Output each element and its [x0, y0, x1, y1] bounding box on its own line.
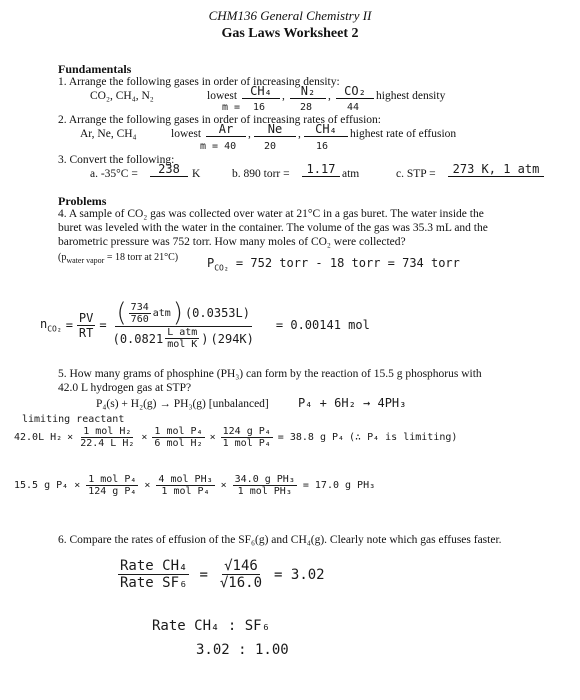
q2-lowest-label: lowest [171, 128, 202, 140]
q5-row-2: 15.5 g P₄ × $\frac{\text{1 mol P₄}}{\text{124 g P₄}}$ × $\frac{\text{4 mol PH₃}}{\text{1 mol P₄}}$ × $\frac{\text{34.0 g PH₃}}{\text{1 mol PH₃}}$ = 17.0 g PH₃ [14, 474, 376, 497]
course-title: CHM136 General Chemistry II [208, 8, 372, 23]
q5-limiting-label: limiting reactant [22, 414, 125, 425]
q3b-label: b. 890 torr = [232, 168, 290, 180]
q6-ratio-value: 3.02 : 1.00 [196, 642, 289, 658]
worksheet-title: Gas Laws Worksheet 2 [221, 26, 359, 41]
q4-pv-rt: $\frac{PV}{RT}$ [78, 310, 94, 340]
q1-mass-2: 28 [300, 102, 313, 113]
q1-mass-1: 16 [253, 102, 266, 113]
q5-row-1: 42.0L H₂ × $\frac{\text{1 mol H₂}}{\text{22.4 L H₂}}$ × $\frac{\text{1 mol P₄}}{\text{6 mol H₂}}$ × $\frac{\text{124 g P₄}}{\text{1 mol P₄}}$ = 38.8 g P₄ (∴ P₄ is limiting) [14, 426, 458, 449]
q6-text: 6. Compare the rates of effusion of the SF₆(g) and CH₄(g). Clearly note which gas effuses faster. [58, 534, 502, 546]
q1-gases: CO₂, CH₄, N₂ [90, 90, 154, 102]
q2-answer-1: Ar [206, 122, 246, 137]
q5-line-2: 42.0 L hydrogen gas at STP? [58, 382, 192, 394]
q3a-answer: 238 [150, 162, 188, 177]
q2-answer-3: CH₄ [304, 122, 348, 137]
q4-line-3: barometric pressure was 752 torr. How many moles of CO₂ were collected? [58, 236, 406, 248]
fundamentals-heading: Fundamentals [58, 62, 132, 76]
q3a-unit: K [192, 168, 201, 180]
q3b-unit: atm [342, 168, 360, 180]
q4-line-1: 4. A sample of CO₂ gas was collected over water at 21°C in a gas buret. The water inside the [58, 208, 484, 220]
q5-row-2-result: = 17.0 g PH₃ [302, 480, 376, 491]
q4-note: ($p_{water vapor} = 18$ torr at 21°C) [58, 252, 179, 265]
q5-limiting-note: (∴ P₄ is limiting) [349, 432, 458, 443]
q2-answer-2: Ne [254, 122, 296, 137]
q5-reaction: P₄(s) + H₂(g) → PH₃(g) [unbalanced] [96, 398, 269, 410]
q4-result: = 0.00141 mol [275, 318, 370, 332]
q4-fraction-main: ( $\frac{734}{760}$ atm ) (0.0353L) (0.0821 $\frac{\text{L atm}}{\text{mol K}}$ ) (294K) [112, 298, 254, 350]
q2-gases: Ar, Ne, CH₄ [80, 128, 137, 140]
q1-lowest-label: lowest [207, 90, 238, 102]
q6-ratio-label: Rate CH₄ : SF₆ [152, 618, 271, 634]
q1-answer-3: CO₂ [336, 84, 374, 99]
q2-mass-3: 16 [316, 141, 329, 152]
q5-line-1: 5. How many grams of phosphine (PH₃) can form by the reaction of 15.5 g phosphorus with [58, 368, 482, 380]
q4-pressure-work: $P_{CO_2} = 752$ torr - 18 torr = 734 torr [207, 256, 460, 273]
q1-highest-label: highest density [376, 90, 446, 102]
problems-heading: Problems [58, 194, 107, 208]
q2-mass-2: 20 [264, 141, 277, 152]
q2-m-label: m = 40 [200, 141, 237, 152]
q4-line-2: buret was leveled with the water in the container. The volume of the gas was 35.3 mL and the [58, 222, 488, 234]
q5-balanced-equation: P₄ + 6H₂ → 4PH₃ [298, 396, 407, 410]
q4-n-label: $n_{CO_2}$ [40, 316, 62, 334]
q1-mass-3: 44 [347, 102, 360, 113]
q1-answer-1: CH₄ [242, 84, 280, 99]
q4-ideal-gas-work: $n_{CO_2}$ = $\frac{PV}{RT}$ = ( $\frac{734}{760}$ atm ) (0.0353L) (0.0821 $\frac{\text{L atm}}{\text{mol K}}$ ) (294K) = 0.00141 mol [40, 298, 370, 350]
q3-text: 3. Convert the following: [58, 154, 175, 166]
q3b-answer: 1.17 [302, 162, 340, 177]
q1-text: 1. Arrange the following gases in order of increasing density: [58, 76, 340, 88]
q3a-label: a. -35°C = [90, 168, 138, 180]
q6-result: = 3.02 [274, 566, 325, 583]
q3c-answer: 273 K, 1 atm [448, 162, 544, 177]
q1-answer-2: N₂ [290, 84, 326, 99]
q1-m-label: m = [222, 102, 241, 113]
q2-highest-label: highest rate of effusion [350, 128, 457, 140]
q6-rate-work: $\frac{\text{Rate CH₄}}{\text{Rate SF₆}}$ = $\frac{√146}{√16.0}$ = 3.02 [120, 558, 325, 591]
q2-text: 2. Arrange the following gases in order of increasing rates of effusion: [58, 114, 381, 126]
q3c-label: c. STP = [396, 168, 436, 180]
q5-row-1-result: = 38.8 g P₄ [277, 432, 345, 443]
